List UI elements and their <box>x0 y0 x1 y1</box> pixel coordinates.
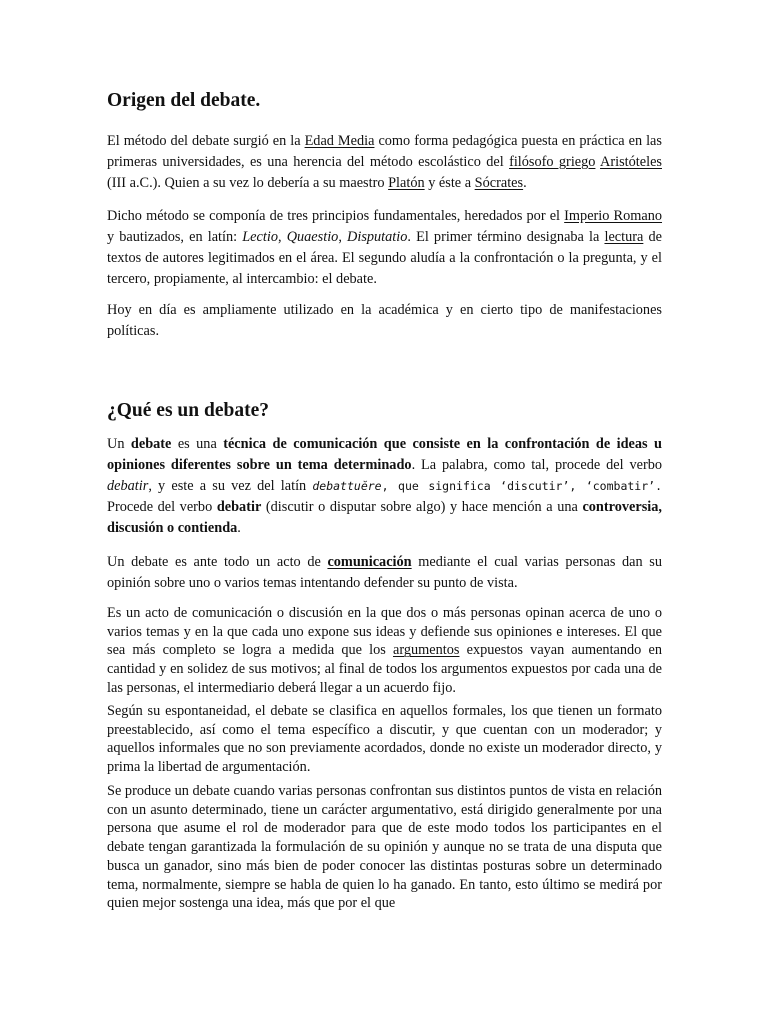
term-latin: debattuĕre <box>312 479 382 493</box>
paragraph-acto-comunicacion: Un debate es ante todo un acto de comunicación mediante el cual varias personas dan su opinión sobre uno o varios temas intentando defender su punto de vista. <box>107 554 662 591</box>
paragraph-origen-3: Hoy en día es ampliamente utilizado en la académica y en cierto tipo de manifestaciones políticas. <box>107 302 662 339</box>
bold-debatir: debatir <box>216 499 262 515</box>
paragraph-espontaneidad: Según su espontaneidad, el debate se clasifica en aquellos formales, los que tienen un formato preestablecido, así como el tema específico a discutir, y que cuentan con un moderador; y aquellos informales que no son previamente acordados, donde no existe un moderador directo, y prima la libertad de argumentación. <box>107 703 662 776</box>
link-filosofo-griego[interactable]: filósofo griego <box>509 154 596 170</box>
link-socrates[interactable]: Sócrates <box>474 175 524 191</box>
link-edad-media[interactable]: Edad Media <box>304 133 375 149</box>
bold-controversia: controversia, discusión o contienda <box>107 499 662 536</box>
bold-definicion: técnica de comunicación que consiste en la confrontación de ideas u opiniones diferentes sobre un tema determinado <box>107 436 662 473</box>
term-lectio: Lectio <box>242 229 278 245</box>
link-imperio-romano[interactable]: Imperio Romano <box>564 208 663 224</box>
link-aristoteles[interactable]: Aristóteles <box>600 154 662 170</box>
paragraph-definicion: Un debate es una técnica de comunicación que consiste en la confrontación de ideas u opiniones diferentes sobre un tema determinado. La palabra, como tal, procede del verbo debatir, y este a su vez del latín debattuĕre, que significa ‘discutir’, ‘combatir’. Procede del verbo debatir (discutir o disputar sobre algo) y hace mención a una controversia, discusión o contienda. <box>107 436 662 536</box>
link-platon[interactable]: Platón <box>388 175 425 191</box>
latin-meaning: , que significa ‘discutir’, ‘combatir’. <box>381 479 662 493</box>
paragraph-origen-1: El método del debate surgió en la Edad Media como forma pedagógica puesta en práctica en las primeras universidades, es una herencia del método escolástico del filósofo griego Aristóteles (III a.C.). Quien a su vez lo debería a su maestro Platón y éste a Sócrates. <box>107 133 662 191</box>
term-quaestio: Quaestio <box>286 229 339 245</box>
bold-debate: debate <box>130 436 172 452</box>
term-debatir: debatir <box>107 478 149 494</box>
term-disputatio: Disputatio <box>347 229 408 245</box>
paragraph-origen-2: Dicho método se componía de tres principios fundamentales, heredados por el Imperio Romano y bautizados, en latín: Lectio, Quaestio, Disputatio. El primer término designaba la lectura de textos de autores legitimados en el área. El segundo aludía a la confrontación o la pregunta, y el tercero, propiamente, al intercambio: el debate. <box>107 208 663 287</box>
section-heading-que-es: ¿Qué es un debate? <box>107 400 269 421</box>
link-comunicacion[interactable]: comunicación <box>327 554 412 570</box>
link-lectura[interactable]: lectura <box>604 229 644 245</box>
link-argumentos[interactable]: argumentos <box>393 642 460 659</box>
paragraph-se-produce: Se produce un debate cuando varias personas confrontan sus distintos puntos de vista en relación con un asunto determinado, tiene un carácter argumentativo, está dirigido generalmente por una persona que asume el rol de moderador para que de este modo todos los participantes en el debate tengan garantizada la formulación de su opinión y aunque no se trata de una disputa que busca un ganador, sino más bien de poder conocer las distintas posturas sobre un determinado tema, normalmente, siempre se habla de quien lo ha ganado. En tanto, esto último se medirá por quien mejor sostenga una idea, más que por el que <box>107 783 662 912</box>
paragraph-discusion: Es un acto de comunicación o discusión en la que dos o más personas opinan acerca de uno o varios temas y en la que cada uno expone sus ideas y defiende sus opiniones e intereses. El que sea más completo se logra a medida que los argumentos expuestos vayan aumentando en cantidad y en solidez de sus motivos; al final de todos los argumentos expuestos por cada una de las personas, el intermediario deberá llegar a un acuerdo fijo. <box>107 605 662 696</box>
section-heading-origen: Origen del debate. <box>107 90 261 111</box>
